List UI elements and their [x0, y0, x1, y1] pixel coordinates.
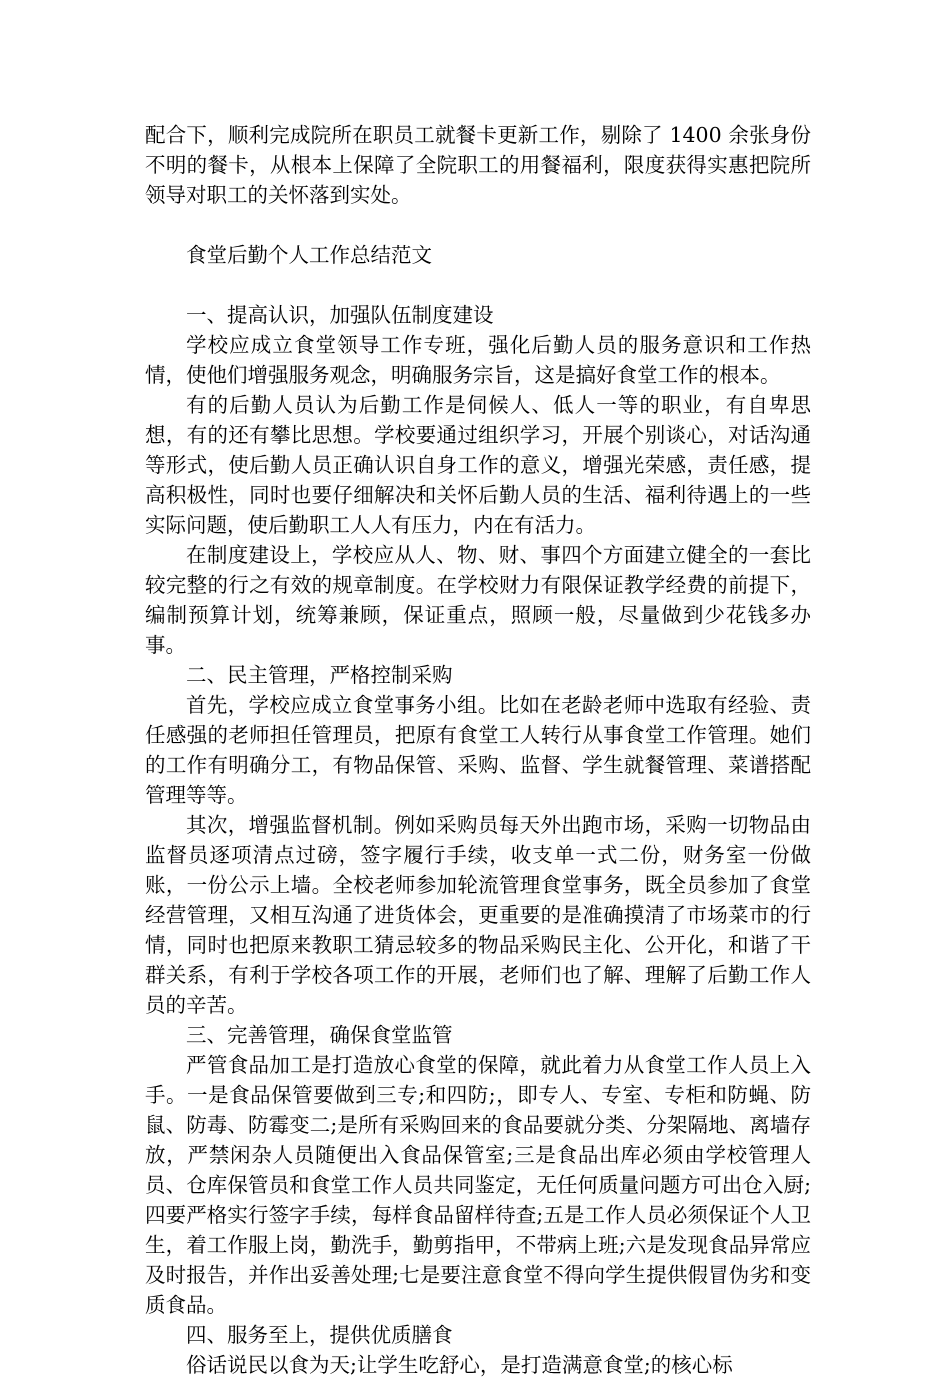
paragraph: 在制度建设上，学校应从人、物、财、事四个方面建立健全的一套比较完整的行之有效的规章制度。在学校财力有限保证教学经费的前提下，编制预算计划，统筹兼顾，保证重点，照顾一般，尽量做到少花钱多办事。 — [145, 543, 811, 657]
paragraph: 俗话说民以食为天;让学生吃舒心，是打造满意食堂;的核心标 — [186, 1353, 733, 1377]
paragraph: 有的后勤人员认为后勤工作是伺候人、低人一等的职业，有自卑思想，有的还有攀比思想。学校要通过组织学习，开展个别谈心，对话沟通等形式，使后勤人员正确认识自身工作的意义，增强光荣感，责任感，提高积极性，同时也要仔细解决和关怀后勤人员的生活、福利待遇上的一些实际问题，使后勤职工人人有压力，内在有活力。 — [145, 393, 811, 537]
paragraph: 其次，增强监督机制。例如采购员每天外出跑市场，采购一切物品由监督员逐项清点过磅，签字履行手续，收支单一式二份，财务室一份做账，一份公示上墙。全校老师参加轮流管理食堂事务，既全员参加了食堂经营管理，又相互沟通了进货体会，更重要的是准确摸清了市场菜市的行情，同时也把原来教职工猜忌较多的物品采购民主化、公开化，和谐了干群关系，有利于学校各项工作的开展，老师们也了解、理解了后勤工作人员的辛苦。 — [145, 813, 811, 1017]
paragraph: 首先，学校应成立食堂事务小组。比如在老龄老师中选取有经验、责任感强的老师担任管理员，把原有食堂工人转行从事食堂工作管理。她们的工作有明确分工，有物品保管、采购、监督、学生就餐管理、菜谱搭配管理等等。 — [145, 693, 811, 807]
paragraph: 严管食品加工是打造放心食堂的保障，就此着力从食堂工作人员上入手。一是食品保管要做到三专;和四防;，即专人、专室、专柜和防蝇、防鼠、防毒、防霉变二;是所有采购回来的食品要就分类、分架隔地、离墙存放，严禁闲杂人员随便出入食品保管室;三是食品出库必须由学校管理人员、仓库保管员和食堂工作人员共同鉴定，无任何质量问题方可出仓入厨;四要严格实行签字手续，每样食品留样待查;五是工作人员必须保证个人卫生，着工作服上岗，勤洗手，勤剪指甲，不带病上班;六是发现食品异常应及时报告，并作出妥善处理;七是要注意食堂不得向学生提供假冒伪劣和变质食品。 — [145, 1053, 811, 1317]
document-title: 食堂后勤个人工作总结范文 — [186, 243, 432, 267]
paragraph: 学校应成立食堂领导工作专班，强化后勤人员的服务意识和工作热情，使他们增强服务观念，明确服务宗旨，这是搞好食堂工作的根本。 — [145, 333, 811, 387]
paragraph-continuation: 配合下，顺利完成院所在职员工就餐卡更新工作，剔除了 1400 余张身份不明的餐卡，从根本上保障了全院职工的用餐福利，限度获得实惠把院所领导对职工的关怀落到实处。 — [145, 123, 811, 207]
section-heading-2: 二、民主管理，严格控制采购 — [186, 663, 453, 687]
section-heading-4: 四、服务至上，提供优质膳食 — [186, 1323, 453, 1347]
section-heading-3: 三、完善管理，确保食堂监管 — [186, 1023, 453, 1047]
section-heading-1: 一、提高认识，加强队伍制度建设 — [186, 303, 494, 327]
document-body — [145, 120, 811, 1380]
